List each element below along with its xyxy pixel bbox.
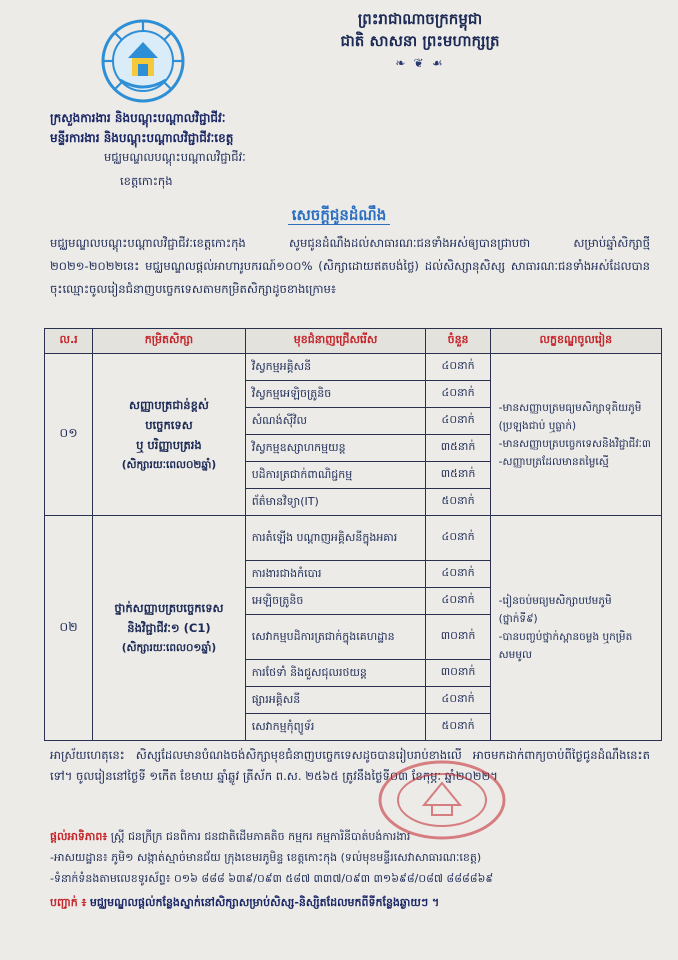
- address-line: -អាសយដ្ឋាន៖ ភូមិ១ សង្កាត់ស្មាច់មានជ័យ ក្រុងខេមរភូមិន្ទ ខេត្តកោះកុង (ទល់មុខមន្ទីរសេវាសាធារណៈខេត្ត): [50, 851, 482, 864]
- study-duration: (សិក្សារយៈពេល០១ឆ្នាំ): [121, 642, 217, 654]
- note-line: [50, 896, 670, 912]
- skill-quantity: ៥០នាក់: [426, 714, 490, 741]
- kingdom-line-1: ព្រះរាជាណាចក្រកម្ពុជា: [357, 10, 483, 28]
- skill-quantity: ៣០នាក់: [426, 615, 490, 660]
- skill-quantity: ៤០នាក់: [426, 516, 490, 561]
- study-duration: (សិក្សារយៈពេល០២ឆ្នាំ): [121, 458, 217, 471]
- intro-paragraph: មជ្ឈមណ្ឌលបណ្តុះបណ្តាលវិជ្ជាជីវៈខេត្តកោះកុង សូមជូនដំណឹងដល់សាធារណៈជនទាំងអស់ឲ្យបានជ្រាបថា សម្រាប់ឆ្នាំសិក្សាថ្មី ២០២១-២០២២នេះ មជ្ឈមណ្ឌលផ្តល់អាហារូបករណ៍១០០% (សិក្សាដោយឥតបង់ថ្លៃ) ដល់សិស្សានុសិស្ស សាធារណៈជនទាំងអស់ដែលបានចុះឈ្មោះចូលរៀនជំនាញបច្ចេកទេសតាមកម្រិតសិក្សាដូចខាងក្រោម៖: [50, 236, 650, 296]
- entry-conditions: -មានសញ្ញាបត្រមធ្យមសិក្សាទុតិយភូមិ (ប្រឡងជាប់ ឬធ្លាក់) -មានសញ្ញាបត្របច្ចេកទេសនិងវិជ្ជាជីវៈ៣ -សញ្ញាបត្រដែលមានតម្លៃស្មើ: [490, 354, 661, 516]
- skill-quantity: ៤០នាក់: [426, 408, 490, 435]
- header-no: ល.រ: [45, 329, 93, 354]
- header-conditions: លក្ខខណ្ឌចូលរៀន: [490, 329, 661, 354]
- skill-quantity: ៥០នាក់: [426, 489, 490, 516]
- header-quantity: ចំនួន: [426, 329, 490, 354]
- skill-quantity: ៣០នាក់: [426, 660, 490, 687]
- header-level: កម្រិតសិក្សា: [93, 329, 246, 354]
- skill-name: វិស្វកម្មអគ្គិសនី: [245, 354, 426, 381]
- priority-line: [50, 826, 660, 847]
- closing-paragraph: អាស្រ័យហេតុនេះ សិស្សដែលមានបំណងចង់សិក្សាមុខជំនាញបច្ចេកទេសដូចបានរៀបរាប់ខាងលើ អាចមកដាក់ពាក្យចាប់ពីថ្ងៃជូនដំណឹងនេះតទៅ។ ចូលរៀននៅថ្ងៃទី ១កើត ខែមាឃ ឆ្នាំឆ្លូវ ត្រីស័ក ព.ស. ២៥៦៥ ត្រូវនឹងថ្ងៃទី០៣ ខែកុម្ភៈ ឆ្នាំ២០២២។: [50, 748, 650, 783]
- org-header: [50, 108, 233, 148]
- skill-quantity: ៣៥នាក់: [426, 462, 490, 489]
- table-row: [45, 354, 662, 381]
- programs-table: [44, 328, 662, 741]
- group-number: ០២: [45, 516, 93, 741]
- header-skills: មុខជំនាញជ្រើសរើស: [245, 329, 426, 354]
- skill-name: វិស្វកម្មអេឡិចត្រូនិច: [245, 381, 426, 408]
- skill-name: សំណង់ស៊ីវិល: [245, 408, 426, 435]
- ministry-name: ក្រសួងការងារ និងបណ្តុះបណ្តាលវិជ្ជាជីវៈ: [50, 111, 226, 125]
- study-level: ថ្នាក់សញ្ញាបត្របច្ចេកទេស និងវិជ្ជាជីវៈ១ (C1) (សិក្សារយៈពេល០១ឆ្នាំ): [93, 516, 246, 741]
- skill-name: ព័ត៌មានវិទ្យា(IT): [245, 489, 426, 516]
- priority-text: ស្ត្រី ជនក្រីក្រ ជនពិការ ជនជាតិដើមភាគតិច កម្មករ កម្មការិនីបាត់បង់ការងារ: [110, 830, 411, 843]
- table-row: [45, 516, 662, 561]
- skill-quantity: ៤០នាក់: [426, 687, 490, 714]
- skill-quantity: ៤០នាក់: [426, 588, 490, 615]
- entry-conditions: -រៀនចប់មធ្យមសិក្សាបឋមភូមិ (ថ្នាក់ទី៩) -បានបញ្ចប់ថ្នាក់ស្ពានចម្លង ឬកម្រិតសមមូល: [490, 516, 661, 741]
- phone-line: -ទំនាក់ទំនងតាមលេខទូរស័ព្ទ៖ ០១៦ ៨៨៨ ៦៣៩/០៩៣ ៥៨៧ ៣៣៧/០៩៣ ៣១៦៩៨/០៨៧ ៨៨៨៨៦៩: [50, 872, 494, 885]
- skill-name: សេវាកម្មកុំព្យូទ័រ: [245, 714, 426, 741]
- skill-name: អេឡិចត្រូនិច: [245, 588, 426, 615]
- ornament: ❧ ❦ ☙: [395, 56, 445, 70]
- skill-name: បដិការត្រជាក់ពាណិជ្ជកម្ម: [245, 462, 426, 489]
- department-name: មន្ទីរការងារ និងបណ្តុះបណ្តាលវិជ្ជាជីវៈខេត្ត: [50, 131, 234, 145]
- notice-title: សេចក្តីជូនដំណឹង: [0, 206, 678, 228]
- skill-quantity: ៤០នាក់: [426, 561, 490, 588]
- skill-name: ការងារជាងកំបោរ: [245, 561, 426, 588]
- ministry-logo-icon: [100, 18, 186, 104]
- skill-name: ការតំឡើង បណ្តាញអគ្គិសនីក្នុងអគារ: [245, 516, 426, 561]
- skill-name: ការថែទាំ និងជួសជុលរថយន្ត: [245, 660, 426, 687]
- skill-quantity: ៣៥នាក់: [426, 435, 490, 462]
- contact-section: [50, 826, 660, 889]
- note-label: បញ្ជាក់ ៖: [50, 896, 87, 909]
- skill-quantity: ៤០នាក់: [426, 381, 490, 408]
- table-header-row: [45, 329, 662, 354]
- group-number: ០១: [45, 354, 93, 516]
- kingdom-line-2: ជាតិ សាសនា ព្រះមហាក្សត្រ: [340, 32, 500, 50]
- skill-quantity: ៤០នាក់: [426, 354, 490, 381]
- kingdom-header: [270, 8, 570, 74]
- priority-label: ផ្តល់អាទិភាព៖: [50, 830, 108, 843]
- skill-name: វិស្វកម្មឧស្សាហកម្មយន្ត: [245, 435, 426, 462]
- study-level: សញ្ញាបត្រជាន់ខ្ពស់ បច្ចេកទេស ឬ បរិញ្ញាបត្ររង (សិក្សារយៈពេល០២ឆ្នាំ): [93, 354, 246, 516]
- skill-name: ផ្សារអគ្គិសនី: [245, 687, 426, 714]
- skill-name: សេវាកម្មបដិការត្រជាក់ក្នុងគេហដ្ឋាន: [245, 615, 426, 660]
- note-text: មជ្ឈមណ្ឌលផ្តល់កន្លែងស្នាក់នៅសិក្សាសម្រាប់សិស្ស-និស្សិតដែលមកពីទីកន្លែងឆ្ងាយៗ ។: [89, 896, 440, 909]
- centre-name: មជ្ឈមណ្ឌលបណ្តុះបណ្តាលវិជ្ជាជីវៈ: [104, 150, 246, 164]
- province-name: ខេត្តកោះកុង: [120, 174, 173, 188]
